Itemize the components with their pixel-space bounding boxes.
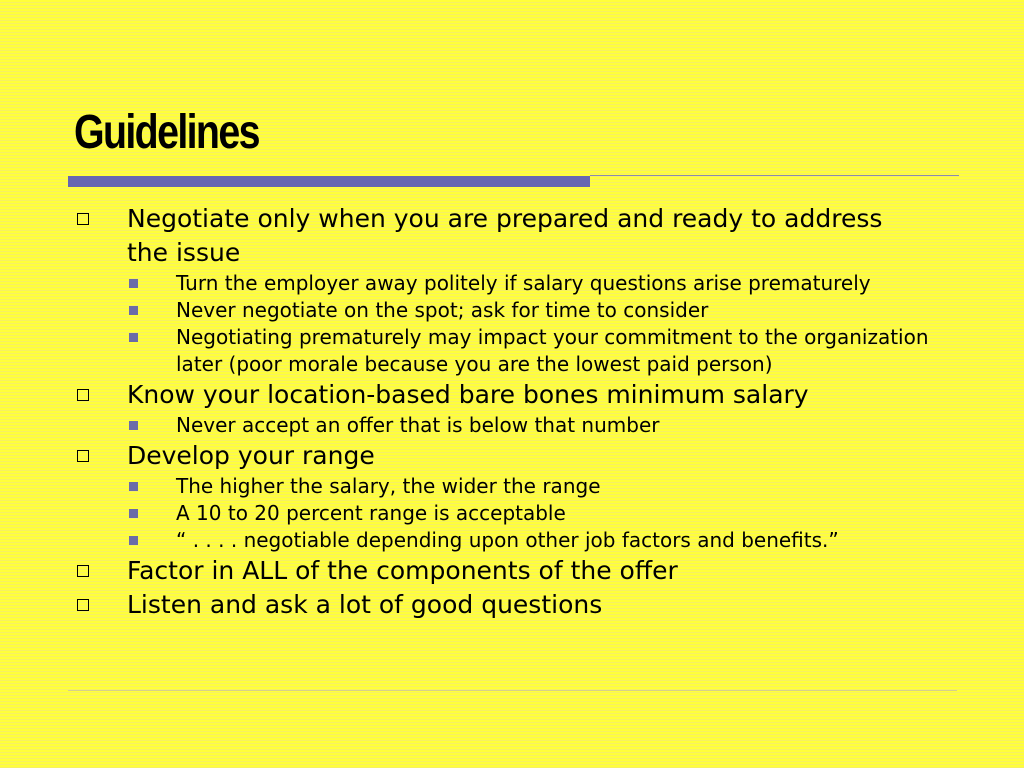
sub-bullet-text: Never negotiate on the spot; ask for time to consider — [176, 298, 709, 322]
bullet-text: Know your location-based bare bones minimum salary — [127, 380, 809, 409]
hollow-square-icon — [77, 450, 89, 462]
filled-square-icon — [129, 536, 138, 545]
sub-bullet-text: A 10 to 20 percent range is acceptable — [176, 501, 566, 525]
bullet-list — [0, 202, 1024, 622]
sub-bullet-list — [0, 270, 1024, 378]
slide-title: Guidelines — [74, 106, 259, 159]
sub-bullet-item — [0, 270, 1024, 297]
sub-bullet-text: The higher the salary, the wider the range — [176, 474, 601, 498]
hollow-square-icon — [77, 389, 89, 401]
filled-square-icon — [129, 333, 138, 342]
bullet-item — [0, 378, 1024, 412]
bullet-text: Factor in ALL of the components of the offer — [127, 556, 678, 585]
filled-square-icon — [129, 509, 138, 518]
bottom-rule-line — [68, 690, 957, 691]
title-rule-line — [590, 175, 959, 176]
bullet-text: Listen and ask a lot of good questions — [127, 590, 603, 619]
filled-square-icon — [129, 421, 138, 430]
sub-bullet-list — [0, 473, 1024, 554]
filled-square-icon — [129, 279, 138, 288]
bullet-text: Develop your range — [127, 441, 375, 470]
sub-bullet-list — [0, 412, 1024, 439]
sub-bullet-item — [0, 473, 1024, 500]
sub-bullet-text: “ . . . . negotiable depending upon other job factors and benefits.” — [176, 528, 839, 552]
title-accent-bar — [68, 176, 590, 187]
filled-square-icon — [129, 482, 138, 491]
hollow-square-icon — [77, 565, 89, 577]
bullet-item — [0, 588, 1024, 622]
sub-bullet-item — [0, 412, 1024, 439]
hollow-square-icon — [77, 213, 89, 225]
sub-bullet-item — [0, 500, 1024, 527]
sub-bullet-item — [0, 324, 1024, 378]
bullet-item — [0, 554, 1024, 588]
sub-bullet-text: Never accept an offer that is below that number — [176, 413, 660, 437]
filled-square-icon — [129, 306, 138, 315]
sub-bullet-item — [0, 527, 1024, 554]
sub-bullet-item — [0, 297, 1024, 324]
sub-bullet-text: Negotiating prematurely may impact your commitment to the organization later (poor morale because you are the lowest paid person) — [176, 325, 929, 376]
sub-bullet-text: Turn the employer away politely if salary questions arise prematurely — [176, 271, 871, 295]
hollow-square-icon — [77, 599, 89, 611]
bullet-item — [0, 202, 1024, 270]
bullet-text: Negotiate only when you are prepared and ready to address the issue — [127, 204, 883, 267]
bullet-item — [0, 439, 1024, 473]
